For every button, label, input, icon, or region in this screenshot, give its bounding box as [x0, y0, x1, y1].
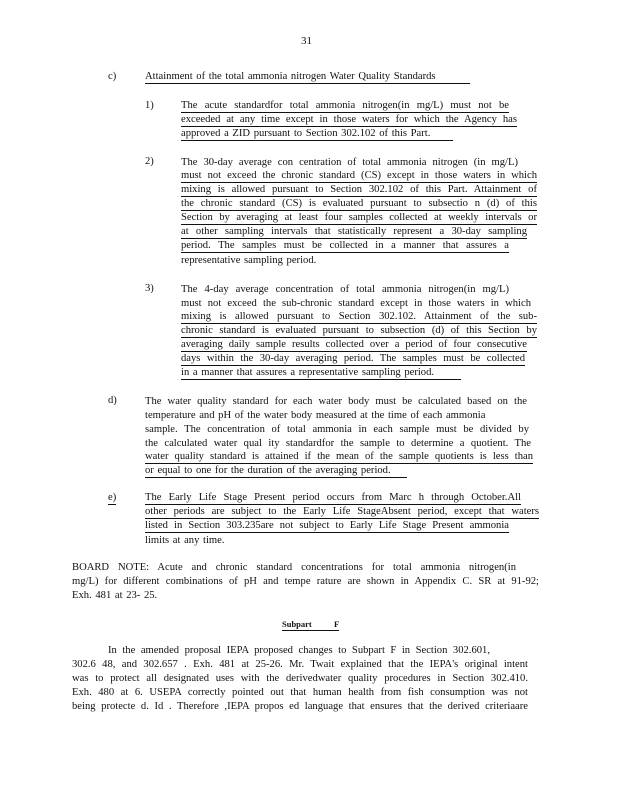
section-d-line-3: sample. The concentration of total ammonia in each sample must be divided by [145, 424, 529, 435]
section-d-line-4: the calculated water qual ity standardfor the sample to determine a quotient. The [145, 438, 531, 449]
board-note-line-3: Exh. 481 at 23- 25. [72, 590, 158, 601]
section-d-line-6: or equal to one for the duration of the averaging period. [145, 465, 407, 478]
item-2-line-5: Section by averaging at least four samples collected at weekly intervals or [181, 212, 537, 223]
subpart-letter: F [334, 619, 340, 629]
subpart-heading [282, 619, 339, 631]
item-3-line-4: chronic standard is evaluated pursuant to subsection (d) of this Section by [181, 325, 537, 336]
item-2-line-4: the chronic standard (CS) is evaluated pursuant to subsectio n (d) of this [181, 198, 537, 209]
page-number: 31 [301, 35, 312, 47]
section-e-line-3: listed in Section 303.235are not subject to Early Life Stage Present ammonia [145, 520, 509, 531]
item-2-line-3: mixing is allowed pursuant to Section 302.102 of this Part. Attainment of [181, 184, 537, 195]
item-1-line-2: exceeded at any time except in those waters for which the Agency has [181, 114, 517, 125]
item-2-line-7: period. The samples must be collected in a manner that assures a [181, 240, 509, 251]
section-d-line-2: temperature and pH of the water body measured at the time of each ammonia [145, 410, 486, 421]
item-3-label: 3) [145, 283, 154, 294]
section-c-title: Attainment of the total ammonia nitrogen Water Quality Standards [145, 71, 470, 84]
section-d-label: d) [108, 395, 117, 406]
paragraph-line-5: being protecte d. Id . Therefore ,IEPA propos ed language that ensures that the derived criteriaare [72, 701, 528, 712]
item-3-line-5: averaging daily sample results collected over a period of four consecutive [181, 339, 527, 350]
paragraph-line-1: In the amended proposal IEPA proposed changes to Subpart F in Section 302.601, [108, 645, 490, 656]
paragraph-line-3: was to protect all designated uses with the derivedwater quality procedures in Section 302.410. [72, 673, 528, 684]
item-3-line-2: must not exceed the sub-chronic standard except in those waters in which [181, 298, 531, 309]
item-3-line-7: in a manner that assures a representative sampling period. [181, 367, 461, 380]
item-1-line-3: approved a ZID pursuant to Section 302.102 of this Part. [181, 128, 453, 141]
section-e-line-1: The Early Life Stage Present period occurs from Marc h through October.All [145, 492, 521, 503]
item-2-line-2: must not exceed the chronic standard (CS) except in those waters in which [181, 170, 537, 181]
item-1-line-1: The acute standardfor total ammonia nitrogen(in mg/L) must not be [181, 100, 509, 111]
section-d-line-1: The water quality standard for each water body must be calculated based on the [145, 396, 527, 407]
section-e-label: e) [108, 492, 117, 503]
section-d-line-5: water quality standard is attained if the mean of the sample quotients is less than [145, 451, 533, 462]
item-1-label: 1) [145, 100, 154, 111]
section-c-label: c) [108, 71, 117, 82]
item-3-line-3: mixing is allowed pursuant to Section 302.102. Attainment of the sub- [181, 311, 537, 322]
item-2-line-8: representative sampling period. [181, 255, 317, 266]
item-2-label: 2) [145, 156, 154, 167]
item-2-line-6: at other sampling intervals that statistically represent a 30-day sampling [181, 226, 527, 237]
section-e-line-2: other periods are subject to the Early Life StageAbsent period, except that waters [145, 506, 539, 517]
section-e-line-4: limits at any time. [145, 535, 225, 546]
item-3-line-6: days within the 30-day averaging period. The samples must be collected [181, 353, 525, 364]
board-note-line-1: BOARD NOTE: Acute and chronic standard concentrations for total ammonia nitrogen(in [72, 562, 516, 573]
subpart-word: Subpart [282, 619, 312, 629]
item-2-line-1: The 30-day average con centration of total ammonia nitrogen (in mg/L) [181, 157, 518, 168]
paragraph-line-2: 302.6 48, and 302.657 . Exh. 481 at 25-26. Mr. Twait explained that the IEPA's original intent [72, 659, 528, 670]
item-3-line-1: The 4-day average concentration of total ammonia nitrogen(in mg/L) [181, 284, 509, 295]
paragraph-line-4: Exh. 480 at 6. USEPA correctly pointed out that human health from fish consumption was not [72, 687, 528, 698]
board-note-line-2: mg/L) for different combinations of pH and tempe rature are shown in Appendix C. SR at 91-92; [72, 576, 539, 587]
